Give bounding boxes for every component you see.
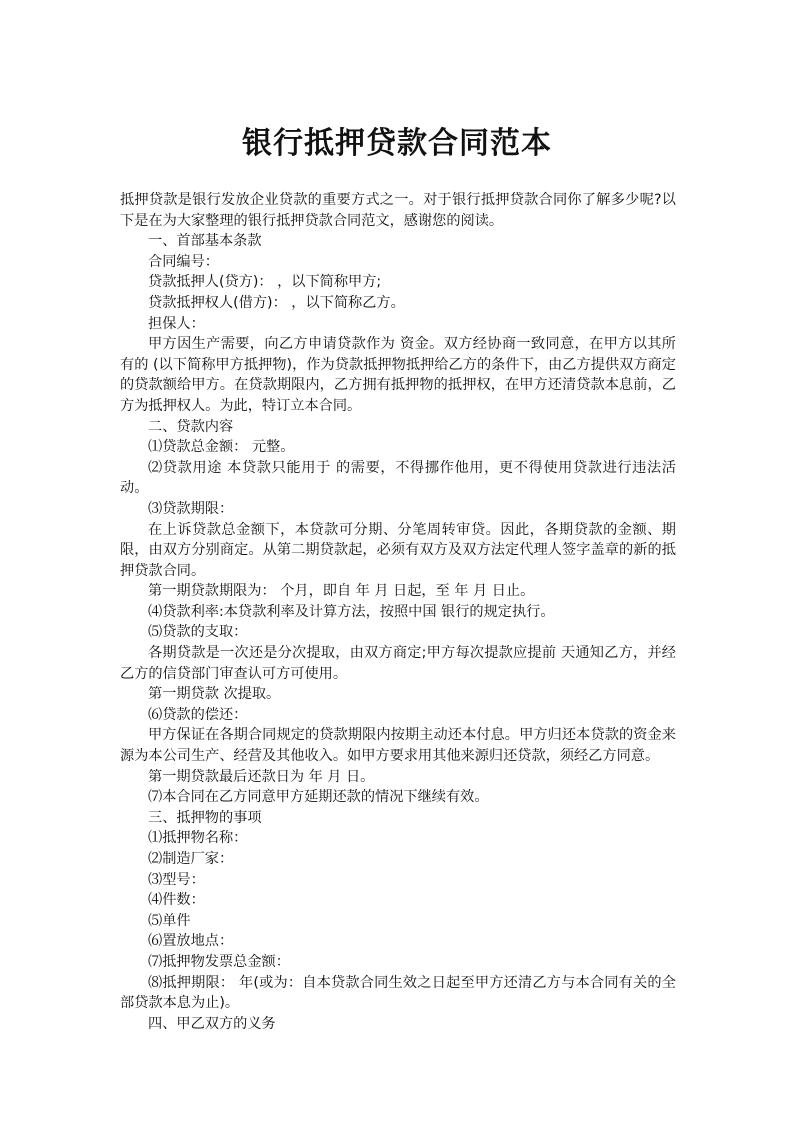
paragraph: 抵押贷款是银行发放企业贷款的重要方式之一。对于银行抵押贷款合同你了解多少呢?以下是在为大家整理的银行抵押贷款合同范文，感谢您的阅读。 bbox=[120, 192, 676, 229]
document-body bbox=[120, 190, 676, 1034]
paragraph: ⑹置放地点： bbox=[148, 933, 234, 950]
paragraph: ⑶型号： bbox=[148, 871, 205, 888]
paragraph: ⑴贷款总金额： 元整。 bbox=[148, 439, 295, 456]
paragraph: 第一期贷款最后还款日为 年 月 日。 bbox=[148, 768, 375, 785]
paragraph: 贷款抵押权人(借方)： ，以下简称乙方。 bbox=[148, 294, 405, 311]
paragraph: 二、贷款内容 bbox=[148, 418, 234, 435]
paragraph: ⑷件数： bbox=[148, 892, 205, 909]
paragraph: ⑴抵押物名称： bbox=[148, 830, 248, 847]
paragraph: ⑸贷款的支取： bbox=[148, 624, 248, 641]
paragraph: ⑸单件 bbox=[148, 912, 191, 929]
paragraph: 甲方因生产需要，向乙方申请贷款作为 资金。双方经协商一致同意，在甲方以其所有的 (以下简称甲方抵押物)，作为贷款抵押物抵押给乙方的条件下，由乙方提供双方商定的贷款额给甲方。在贷款期限内，乙方拥有抵押物的抵押权，在甲方还清贷款本息前，乙方为抵押权人。为此，特订立本合同。 bbox=[120, 336, 676, 414]
paragraph: ⑵贷款用途 本贷款只能用于 的需要，不得挪作他用，更不得使用贷款进行违法活动。 bbox=[120, 459, 676, 497]
paragraph: ⑻抵押期限： 年(或为：自本贷款合同生效之日起至甲方还清乙方与本合同有关的全部贷款本息为止)。 bbox=[120, 974, 676, 1012]
paragraph: 各期贷款是一次还是分次提取，由双方商定;甲方每次提款应提前 天通知乙方，并经乙方的信贷部门审查认可方可使用。 bbox=[120, 645, 676, 682]
paragraph: 第一期贷款期限为： 个月，即自 年 月 日起，至 年 月 日止。 bbox=[148, 583, 535, 600]
paragraph: 甲方保证在各期合同规定的贷款期限内按期主动还本付息。甲方归还本贷款的资金来源为本公司生产、经营及其他收入。如甲方要求用其他来源归还贷款，须经乙方同意。 bbox=[120, 727, 676, 765]
paragraph: ⑺本合同在乙方同意甲方延期还款的情况下继续有效。 bbox=[148, 789, 489, 806]
paragraph: 一、首部基本条款 bbox=[148, 233, 262, 250]
paragraph: ⑹贷款的偿还： bbox=[148, 706, 248, 723]
paragraph: 合同编号： bbox=[148, 253, 219, 270]
paragraph: 第一期贷款 次提取。 bbox=[148, 686, 281, 703]
paragraph: 三、抵押物的事项 bbox=[148, 809, 262, 826]
paragraph: 贷款抵押人(贷方)： ，以下简称甲方; bbox=[148, 274, 382, 291]
paragraph: 在上诉贷款总金额下，本贷款可分期、分笔周转审贷。因此，各期贷款的金额、期限，由双方分别商定。从第二期贷款起，必须有双方及双方法定代理人签字盖章的新的抵押贷款合同。 bbox=[120, 521, 676, 579]
paragraph: ⑵制造厂家： bbox=[148, 851, 234, 867]
document-title: 银行抵押贷款合同范本 bbox=[242, 126, 552, 161]
paragraph: ⑺抵押物发票总金额： bbox=[148, 953, 290, 970]
paragraph: 四、甲乙双方的义务 bbox=[148, 1015, 276, 1032]
paragraph: ⑶贷款期限： bbox=[148, 500, 234, 517]
paragraph: 担保人： bbox=[148, 315, 205, 332]
paragraph: ⑷贷款利率:本贷款利率及计算方法，按照中国 银行的规定执行。 bbox=[148, 603, 555, 620]
